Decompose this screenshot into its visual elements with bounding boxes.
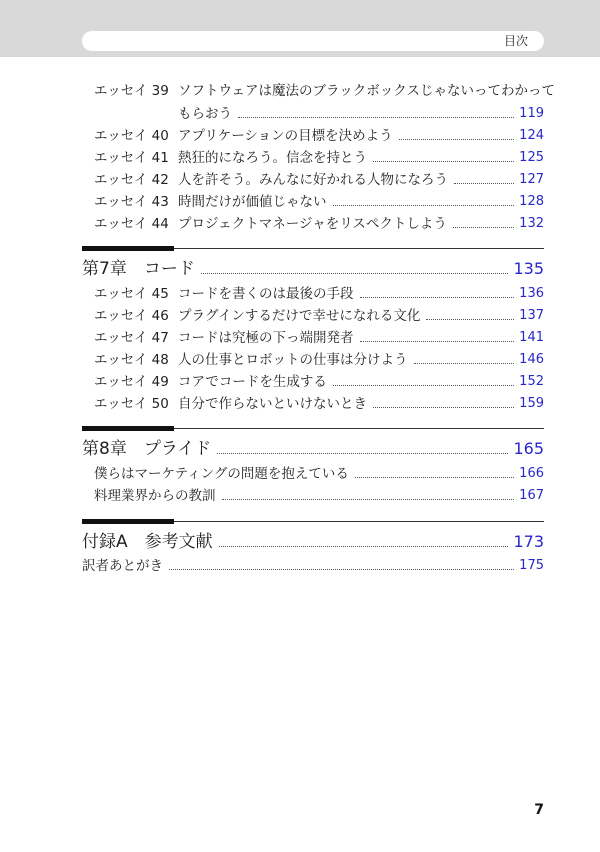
toc-entry-essay-49[interactable] xyxy=(82,371,544,391)
toc-entry-appendix-a[interactable] xyxy=(82,526,544,554)
toc-entry-essay-39[interactable] xyxy=(82,80,556,100)
page-ref: 136 xyxy=(519,286,544,301)
toc-entry-section[interactable] xyxy=(82,485,544,505)
toc-entry-essay-40[interactable] xyxy=(82,125,544,145)
essay-title: コードは究極の下っ端開発者 xyxy=(178,330,354,346)
dot-leader xyxy=(453,227,514,228)
essay-number: エッセイ 48 xyxy=(94,352,169,368)
page-ref: 175 xyxy=(519,558,544,573)
dot-leader xyxy=(201,273,509,274)
essay-title-line2: もらおう xyxy=(178,106,232,122)
dot-leader xyxy=(399,139,515,140)
page-ref: 141 xyxy=(519,330,544,345)
dot-leader xyxy=(238,117,514,118)
page-ref: 127 xyxy=(519,172,544,187)
essay-number: エッセイ 49 xyxy=(94,374,169,390)
dot-leader xyxy=(360,341,515,342)
section-title: 僕らはマーケティングの問題を抱えている xyxy=(94,466,349,482)
page-ref: 132 xyxy=(519,216,544,231)
essay-number: エッセイ 41 xyxy=(94,150,169,166)
essay-number: エッセイ 43 xyxy=(94,194,169,210)
page-number: 7 xyxy=(534,802,544,818)
dot-leader xyxy=(414,363,515,364)
essay-number: エッセイ 44 xyxy=(94,216,169,232)
essay-title: プロジェクトマネージャをリスペクトしよう xyxy=(178,216,447,232)
toc-entry-essay-43[interactable] xyxy=(82,191,544,211)
essay-title: 人の仕事とロボットの仕事は分けよう xyxy=(178,352,408,368)
page-ref: 124 xyxy=(519,128,544,143)
dot-leader xyxy=(426,319,514,320)
page-ref: 152 xyxy=(519,374,544,389)
essay-title: プラグインするだけで幸せになれる文化 xyxy=(178,308,421,324)
essay-number: エッセイ 45 xyxy=(94,286,169,302)
page-ref: 167 xyxy=(519,488,544,503)
essay-title: コアでコードを生成する xyxy=(178,374,327,390)
toc-entry-essay-44[interactable] xyxy=(82,213,544,233)
essay-title: 人を許そう。みんなに好かれる人物になろう xyxy=(178,172,448,188)
page-ref: 135 xyxy=(513,259,544,278)
toc-entry-chapter-8[interactable] xyxy=(82,433,544,461)
essay-title: 時間だけが価値じゃない xyxy=(178,194,327,210)
dot-leader xyxy=(169,569,514,570)
essay-number: エッセイ 46 xyxy=(94,308,169,324)
toc-entry-essay-42[interactable] xyxy=(82,169,544,189)
running-header xyxy=(82,31,544,51)
essay-number: エッセイ 50 xyxy=(94,396,169,412)
toc-entry-essay-41[interactable] xyxy=(82,147,544,167)
page-ref: 165 xyxy=(513,439,544,458)
dot-leader xyxy=(333,385,514,386)
essay-number: エッセイ 40 xyxy=(94,128,169,144)
chapter-rule-accent xyxy=(82,246,174,251)
toc-entry-chapter-7[interactable] xyxy=(82,253,544,281)
essay-title: 自分で作らないといけないとき xyxy=(178,396,367,412)
page-ref: 128 xyxy=(519,194,544,209)
dot-leader xyxy=(219,546,509,547)
dot-leader xyxy=(454,183,514,184)
toc-entry-essay-48[interactable] xyxy=(82,349,544,369)
page-ref: 173 xyxy=(513,532,544,551)
dot-leader xyxy=(373,161,514,162)
toc-entry-essay-50[interactable] xyxy=(82,393,544,413)
essay-title: アプリケーションの目標を決めよう xyxy=(178,128,393,144)
dot-leader xyxy=(355,477,514,478)
chapter-rule-accent xyxy=(82,519,174,524)
page-ref: 125 xyxy=(519,150,544,165)
essay-number: エッセイ 39 xyxy=(94,83,169,99)
chapter-title: 第8章 プライド xyxy=(82,439,212,459)
page-ref: 119 xyxy=(519,106,544,121)
toc-entry-essay-46[interactable] xyxy=(82,305,544,325)
dot-leader xyxy=(222,499,515,500)
toc-entry-essay-45[interactable] xyxy=(82,283,544,303)
essay-title: コードを書くのは最後の手段 xyxy=(178,286,354,302)
chapter-title: 第7章 コード xyxy=(82,259,195,279)
page-ref: 146 xyxy=(519,352,544,367)
toc-entry-essay-47[interactable] xyxy=(82,327,544,347)
running-header-label: 目次 xyxy=(503,34,528,48)
toc-entry-section[interactable] xyxy=(82,463,544,483)
page-ref: 137 xyxy=(519,308,544,323)
section-title: 料理業界からの教訓 xyxy=(94,488,216,504)
chapter-rule-accent xyxy=(82,426,174,431)
toc-entry-afterword[interactable] xyxy=(82,555,544,575)
appendix-title: 付録A 参考文献 xyxy=(82,532,213,552)
dot-leader xyxy=(217,453,508,454)
page-ref: 166 xyxy=(519,466,544,481)
header-band xyxy=(0,0,600,57)
essay-number: エッセイ 42 xyxy=(94,172,169,188)
toc-entry-essay-39-cont[interactable] xyxy=(82,103,544,123)
essay-number: エッセイ 47 xyxy=(94,330,169,346)
page-ref: 159 xyxy=(519,396,544,411)
dot-leader xyxy=(360,297,515,298)
afterword-title: 訳者あとがき xyxy=(82,558,163,574)
essay-title: 熱狂的になろう。信念を持とう xyxy=(178,150,367,166)
essay-title-line1: ソフトウェアは魔法のブラックボックスじゃないってわかって xyxy=(178,83,556,99)
dot-leader xyxy=(333,205,515,206)
dot-leader xyxy=(373,407,514,408)
